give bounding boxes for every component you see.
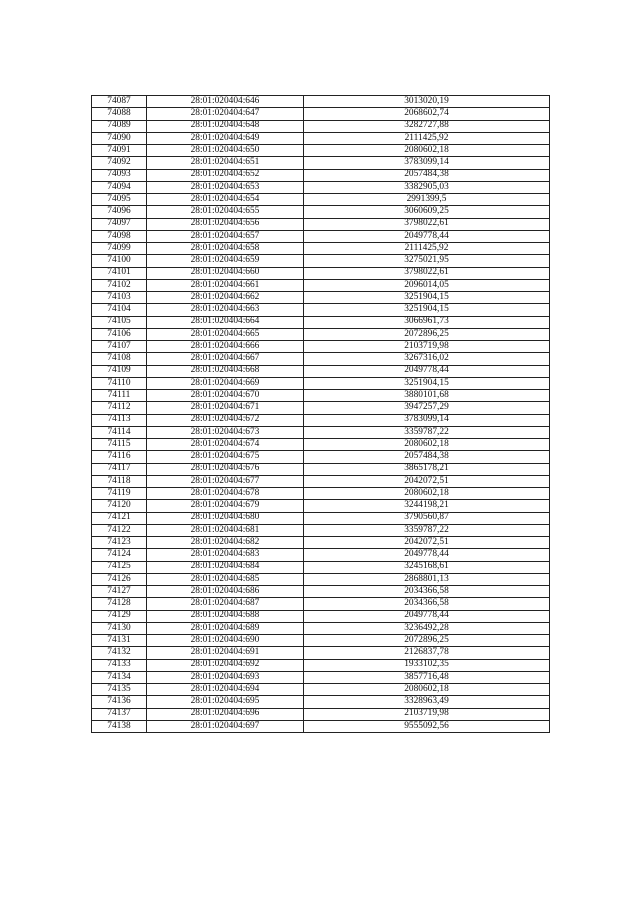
cadastral-number-cell: 28:01:020404:679 [147,500,304,512]
value-cell: 3880101,68 [304,390,550,402]
cadastral-number-cell: 28:01:020404:687 [147,598,304,610]
row-number-cell: 74101 [92,267,147,279]
cadastral-number-cell: 28:01:020404:686 [147,586,304,598]
value-cell: 2034366,58 [304,586,550,598]
row-number-cell: 74119 [92,488,147,500]
value-cell: 3244198,21 [304,500,550,512]
table-row [92,708,550,720]
value-cell: 3359787,22 [304,426,550,438]
value-cell: 3382905,03 [304,181,550,193]
row-number-cell: 74115 [92,439,147,451]
cadastral-number-cell: 28:01:020404:659 [147,255,304,267]
table-row [92,390,550,402]
row-number-cell: 74123 [92,537,147,549]
value-cell: 3066961,73 [304,316,550,328]
table-row [92,108,550,120]
row-number-cell: 74108 [92,353,147,365]
table-row [92,439,550,451]
value-cell: 2072896,25 [304,328,550,340]
cadastral-number-cell: 28:01:020404:668 [147,365,304,377]
row-number-cell: 74107 [92,341,147,353]
table-row [92,316,550,328]
cadastral-number-cell: 28:01:020404:663 [147,304,304,316]
table-row [92,635,550,647]
row-number-cell: 74096 [92,206,147,218]
value-cell: 3359787,22 [304,524,550,536]
table-row [92,341,550,353]
cadastral-number-cell: 28:01:020404:664 [147,316,304,328]
table-row [92,720,550,732]
value-cell: 3865178,21 [304,463,550,475]
row-number-cell: 74114 [92,426,147,438]
value-cell: 2072896,25 [304,635,550,647]
row-number-cell: 74097 [92,218,147,230]
table-row [92,488,550,500]
row-number-cell: 74109 [92,365,147,377]
cadastral-number-cell: 28:01:020404:681 [147,524,304,536]
cadastral-number-cell: 28:01:020404:690 [147,635,304,647]
value-cell: 3282727,88 [304,120,550,132]
table-row [92,206,550,218]
table-body [92,96,550,733]
cadastral-number-cell: 28:01:020404:697 [147,720,304,732]
cadastral-number-cell: 28:01:020404:695 [147,696,304,708]
table-row [92,402,550,414]
value-cell: 3275021,95 [304,255,550,267]
cadastral-number-cell: 28:01:020404:646 [147,96,304,108]
cadastral-number-cell: 28:01:020404:684 [147,561,304,573]
table-row [92,500,550,512]
row-number-cell: 74117 [92,463,147,475]
table-row [92,353,550,365]
table-row [92,255,550,267]
row-number-cell: 74099 [92,243,147,255]
cadastral-number-cell: 28:01:020404:672 [147,414,304,426]
row-number-cell: 74132 [92,647,147,659]
table-row [92,610,550,622]
cadastral-number-cell: 28:01:020404:655 [147,206,304,218]
value-cell: 3013020,19 [304,96,550,108]
table-row [92,524,550,536]
table-row [92,451,550,463]
table-row [92,561,550,573]
table-row [92,463,550,475]
value-cell: 2111425,92 [304,132,550,144]
cadastral-number-cell: 28:01:020404:658 [147,243,304,255]
table-row [92,328,550,340]
cadastral-number-cell: 28:01:020404:665 [147,328,304,340]
row-number-cell: 74130 [92,622,147,634]
row-number-cell: 74100 [92,255,147,267]
row-number-cell: 74095 [92,194,147,206]
row-number-cell: 74120 [92,500,147,512]
cadastral-number-cell: 28:01:020404:671 [147,402,304,414]
table-row [92,377,550,389]
table-row [92,243,550,255]
cadastral-number-cell: 28:01:020404:694 [147,684,304,696]
row-number-cell: 74090 [92,132,147,144]
row-number-cell: 74138 [92,720,147,732]
value-cell: 3267316,02 [304,353,550,365]
table-row [92,218,550,230]
row-number-cell: 74091 [92,145,147,157]
row-number-cell: 74116 [92,451,147,463]
table-row [92,194,550,206]
row-number-cell: 74088 [92,108,147,120]
cadastral-number-cell: 28:01:020404:652 [147,169,304,181]
value-cell: 3328963,49 [304,696,550,708]
value-cell: 3783099,14 [304,414,550,426]
row-number-cell: 74102 [92,279,147,291]
row-number-cell: 74110 [92,377,147,389]
cadastral-number-cell: 28:01:020404:696 [147,708,304,720]
cadastral-number-cell: 28:01:020404:670 [147,390,304,402]
value-cell: 2049778,44 [304,610,550,622]
row-number-cell: 74092 [92,157,147,169]
value-cell: 2991399,5 [304,194,550,206]
row-number-cell: 74094 [92,181,147,193]
cadastral-number-cell: 28:01:020404:660 [147,267,304,279]
cadastral-number-cell: 28:01:020404:689 [147,622,304,634]
value-cell: 3790560,87 [304,512,550,524]
value-cell: 2049778,44 [304,230,550,242]
row-number-cell: 74124 [92,549,147,561]
value-cell: 2042072,51 [304,475,550,487]
table-row [92,414,550,426]
table-row [92,279,550,291]
row-number-cell: 74105 [92,316,147,328]
row-number-cell: 74112 [92,402,147,414]
cadastral-number-cell: 28:01:020404:677 [147,475,304,487]
cadastral-number-cell: 28:01:020404:654 [147,194,304,206]
value-cell: 2034366,58 [304,598,550,610]
table-row [92,647,550,659]
value-cell: 2103719,98 [304,341,550,353]
value-cell: 3783099,14 [304,157,550,169]
value-cell: 2042072,51 [304,537,550,549]
cadastral-number-cell: 28:01:020404:667 [147,353,304,365]
table-row [92,671,550,683]
value-cell: 2111425,92 [304,243,550,255]
cadastral-number-cell: 28:01:020404:648 [147,120,304,132]
table-row [92,169,550,181]
table-row [92,512,550,524]
cadastral-number-cell: 28:01:020404:676 [147,463,304,475]
table-row [92,304,550,316]
value-cell: 2080602,18 [304,439,550,451]
cadastral-number-cell: 28:01:020404:666 [147,341,304,353]
cadastral-number-cell: 28:01:020404:673 [147,426,304,438]
value-cell: 2057484,38 [304,451,550,463]
cadastral-number-cell: 28:01:020404:669 [147,377,304,389]
table-row [92,267,550,279]
cadastral-number-cell: 28:01:020404:651 [147,157,304,169]
row-number-cell: 74125 [92,561,147,573]
table-row [92,659,550,671]
value-cell: 2068602,74 [304,108,550,120]
cadastral-number-cell: 28:01:020404:661 [147,279,304,291]
table-row [92,573,550,585]
cadastral-number-cell: 28:01:020404:693 [147,671,304,683]
row-number-cell: 74103 [92,292,147,304]
cadastral-number-cell: 28:01:020404:650 [147,145,304,157]
table-row [92,230,550,242]
cadastral-number-cell: 28:01:020404:685 [147,573,304,585]
value-cell: 2080602,18 [304,684,550,696]
table-row [92,181,550,193]
table-row [92,586,550,598]
table-row [92,537,550,549]
value-cell: 3798022,61 [304,267,550,279]
cadastral-number-cell: 28:01:020404:662 [147,292,304,304]
value-cell: 3060609,25 [304,206,550,218]
row-number-cell: 74113 [92,414,147,426]
table-row [92,292,550,304]
cadastral-number-cell: 28:01:020404:691 [147,647,304,659]
row-number-cell: 74126 [92,573,147,585]
cadastral-number-cell: 28:01:020404:682 [147,537,304,549]
value-cell: 3251904,15 [304,377,550,389]
cadastral-number-cell: 28:01:020404:680 [147,512,304,524]
row-number-cell: 74135 [92,684,147,696]
row-number-cell: 74121 [92,512,147,524]
cadastral-value-table [91,95,550,733]
table-row [92,549,550,561]
cadastral-number-cell: 28:01:020404:692 [147,659,304,671]
cadastral-number-cell: 28:01:020404:656 [147,218,304,230]
cadastral-number-cell: 28:01:020404:674 [147,439,304,451]
value-cell: 2126837,78 [304,647,550,659]
row-number-cell: 74122 [92,524,147,536]
table-row [92,96,550,108]
table-row [92,157,550,169]
cadastral-number-cell: 28:01:020404:647 [147,108,304,120]
table-row [92,684,550,696]
table-row [92,132,550,144]
cadastral-number-cell: 28:01:020404:675 [147,451,304,463]
value-cell: 3251904,15 [304,292,550,304]
value-cell: 3251904,15 [304,304,550,316]
value-cell: 2057484,38 [304,169,550,181]
cadastral-number-cell: 28:01:020404:657 [147,230,304,242]
value-cell: 3947257,29 [304,402,550,414]
row-number-cell: 74104 [92,304,147,316]
table-row [92,598,550,610]
table-row [92,696,550,708]
value-cell: 2049778,44 [304,549,550,561]
row-number-cell: 74136 [92,696,147,708]
value-cell: 3857716,48 [304,671,550,683]
row-number-cell: 74134 [92,671,147,683]
cadastral-number-cell: 28:01:020404:653 [147,181,304,193]
value-cell: 1933102,35 [304,659,550,671]
table-row [92,622,550,634]
table-row [92,426,550,438]
row-number-cell: 74111 [92,390,147,402]
table-row [92,475,550,487]
value-cell: 2049778,44 [304,365,550,377]
row-number-cell: 74128 [92,598,147,610]
cadastral-number-cell: 28:01:020404:649 [147,132,304,144]
row-number-cell: 74129 [92,610,147,622]
value-cell: 3236492,28 [304,622,550,634]
value-cell: 2868801,13 [304,573,550,585]
row-number-cell: 74106 [92,328,147,340]
value-cell: 2103719,98 [304,708,550,720]
row-number-cell: 74118 [92,475,147,487]
value-cell: 3245168,61 [304,561,550,573]
row-number-cell: 74087 [92,96,147,108]
value-cell: 2080602,18 [304,145,550,157]
row-number-cell: 74127 [92,586,147,598]
row-number-cell: 74137 [92,708,147,720]
row-number-cell: 74093 [92,169,147,181]
cadastral-number-cell: 28:01:020404:683 [147,549,304,561]
table-row [92,365,550,377]
value-cell: 2080602,18 [304,488,550,500]
cadastral-number-cell: 28:01:020404:688 [147,610,304,622]
cadastral-number-cell: 28:01:020404:678 [147,488,304,500]
table-row [92,145,550,157]
row-number-cell: 74133 [92,659,147,671]
row-number-cell: 74089 [92,120,147,132]
value-cell: 3798022,61 [304,218,550,230]
value-cell: 9555092,56 [304,720,550,732]
table-row [92,120,550,132]
row-number-cell: 74131 [92,635,147,647]
row-number-cell: 74098 [92,230,147,242]
value-cell: 2096014,05 [304,279,550,291]
